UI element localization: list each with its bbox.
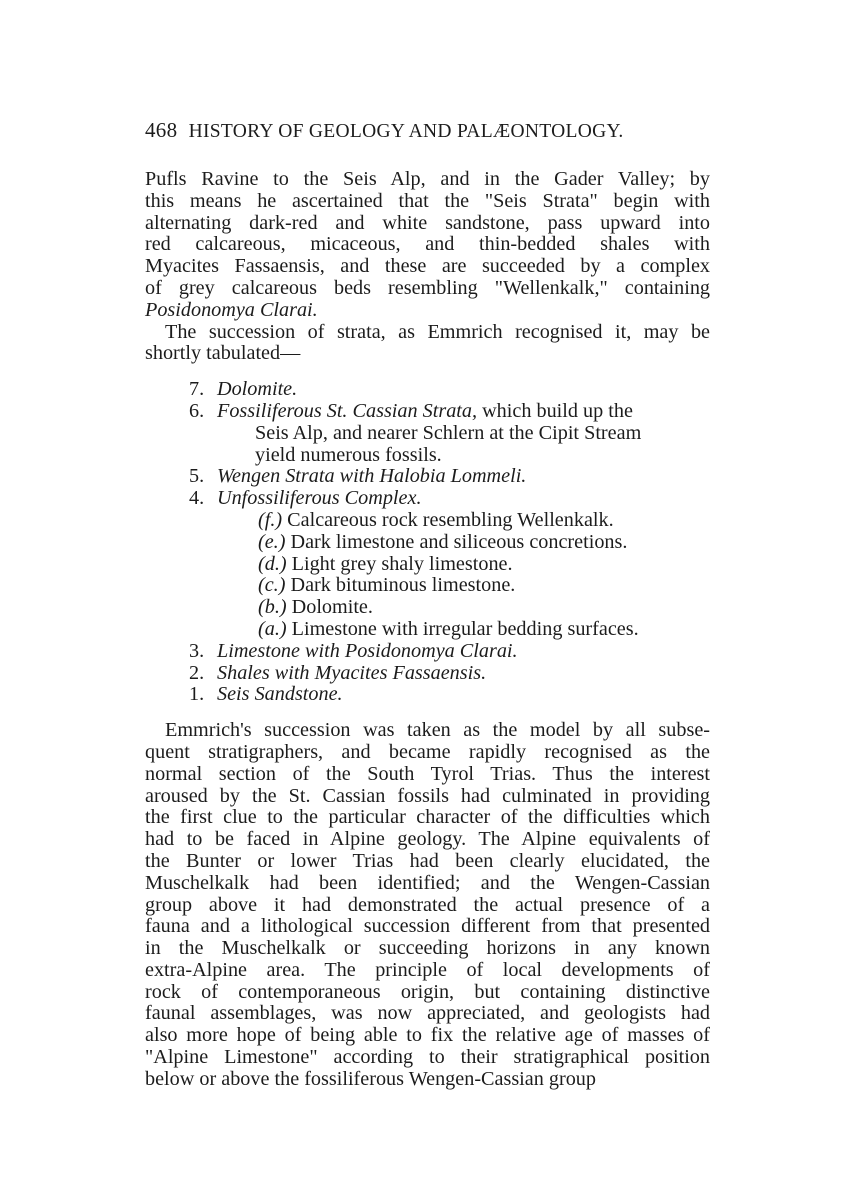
text-line: the Bunter or lower Trias had been clearly elucidated, the <box>145 849 710 872</box>
sub-letter: (e.) <box>258 530 286 553</box>
list-item <box>145 488 710 510</box>
text-line: Muschelkalk had been identified; and the Wengen-Cassian <box>145 871 710 894</box>
sub-item <box>145 532 710 554</box>
list-item <box>145 466 710 488</box>
item-text: Fossiliferous St. Cassian Strata, <box>217 399 478 422</box>
list-item <box>145 641 710 663</box>
text-line: red calcareous, micaceous, and thin-bedded shales with <box>145 233 710 256</box>
paragraph-3 <box>145 720 710 1091</box>
paragraph-2 <box>145 322 710 366</box>
list-item <box>145 663 710 685</box>
text-line: had to be faced in Alpine geology. The Alpine equivalents of <box>145 828 710 851</box>
text-line: group above it had demonstrated the actual presence of a <box>145 893 710 916</box>
item-number: 5. <box>189 465 205 488</box>
sub-text: Limestone with irregular bedding surfaces. <box>291 617 639 640</box>
text-line: alternating dark-red and white sandstone, pass upward into <box>145 211 710 234</box>
text-line <box>145 300 710 322</box>
book-page <box>145 118 710 1091</box>
text-line: faunal assemblages, was now appreciated, and geologists had <box>145 1002 710 1025</box>
text-line: Myacites Fassaensis, and these are succeeded by a complex <box>145 255 710 278</box>
text-line: below or above the fossiliferous Wengen-Cassian group <box>145 1067 596 1090</box>
item-text: Limestone with Posidonomya Clarai. <box>217 639 518 662</box>
item-text: Unfossiliferous Complex. <box>217 487 422 510</box>
item-number: 6. <box>189 399 205 422</box>
sub-item <box>145 597 710 619</box>
sub-text: Light grey shaly limestone. <box>291 552 513 575</box>
page-number: 468 <box>145 118 178 142</box>
text-line: the first clue to the particular character of the difficulties which <box>145 806 710 829</box>
item-continuation: yield numerous fossils. <box>255 443 442 466</box>
list-item <box>145 684 710 706</box>
sub-letter: (d.) <box>258 552 287 575</box>
text-line: quent stratigraphers, and became rapidly recognised as the <box>145 740 710 763</box>
sub-item <box>145 554 710 576</box>
item-number: 1. <box>189 683 205 706</box>
item-number: 3. <box>189 639 205 662</box>
sub-letter: (b.) <box>258 596 287 619</box>
item-number: 2. <box>189 661 205 684</box>
text-line: shortly tabulated— <box>145 342 301 365</box>
sub-text: Dolomite. <box>291 596 373 619</box>
text-line: fauna and a lithological succession different from that presented <box>145 915 710 938</box>
item-number: 7. <box>189 378 205 401</box>
text-line: Pufls Ravine to the Seis Alp, and in the Gader Valley; by <box>145 168 710 190</box>
list-item <box>145 379 710 401</box>
running-header <box>145 118 710 143</box>
text-line: this means he ascertained that the "Seis Strata" begin with <box>145 189 710 212</box>
sub-item <box>145 575 710 597</box>
item-text: which build up the <box>477 399 633 422</box>
text-line: rock of contemporaneous origin, but containing distinctive <box>145 980 710 1003</box>
stratigraphic-list <box>145 379 710 706</box>
sub-text: Dark bituminous limestone. <box>290 574 516 597</box>
text-line: "Alpine Limestone" according to their stratigraphical position <box>145 1046 710 1069</box>
text-line: in the Muschelkalk or succeeding horizons in any known <box>145 937 710 960</box>
sub-letter: (c.) <box>258 574 286 597</box>
text-line: normal section of the South Tyrol Trias. Thus the interest <box>145 762 710 785</box>
sub-item <box>145 510 710 532</box>
item-text: Seis Sandstone. <box>217 683 343 706</box>
item-text: Shales with Myacites Fassaensis. <box>217 661 487 684</box>
item-number: 4. <box>189 487 205 510</box>
running-title: HISTORY OF GEOLOGY AND PALÆONTOLOGY. <box>188 121 624 142</box>
item-text: Dolomite. <box>217 378 298 401</box>
sub-text: Calcareous rock resembling Wellenkalk. <box>287 508 614 531</box>
text-line: extra-Alpine area. The principle of local developments of <box>145 958 710 981</box>
item-text: Wengen Strata with Halobia Lommeli. <box>217 465 527 488</box>
list-item <box>145 401 710 466</box>
text-line: Emmrich's succession was taken as the model by all subse- <box>165 719 710 742</box>
text-line: aroused by the St. Cassian fossils had culminated in providing <box>145 784 710 807</box>
text-line: also more hope of being able to fix the relative age of masses of <box>145 1024 710 1047</box>
sub-letter: (f.) <box>258 508 283 531</box>
sub-text: Dark limestone and siliceous concretions. <box>290 530 628 553</box>
item-continuation: Seis Alp, and nearer Schlern at the Cipit Stream <box>255 421 642 444</box>
paragraph-1 <box>145 169 710 322</box>
taxon-name: Posidonomya Clarai. <box>145 298 318 321</box>
sub-letter: (a.) <box>258 617 287 640</box>
sub-item <box>145 619 710 641</box>
text-line: The succession of strata, as Emmrich recognised it, may be <box>165 320 710 343</box>
text-line: of grey calcareous beds resembling "Wellenkalk," containing <box>145 276 710 299</box>
